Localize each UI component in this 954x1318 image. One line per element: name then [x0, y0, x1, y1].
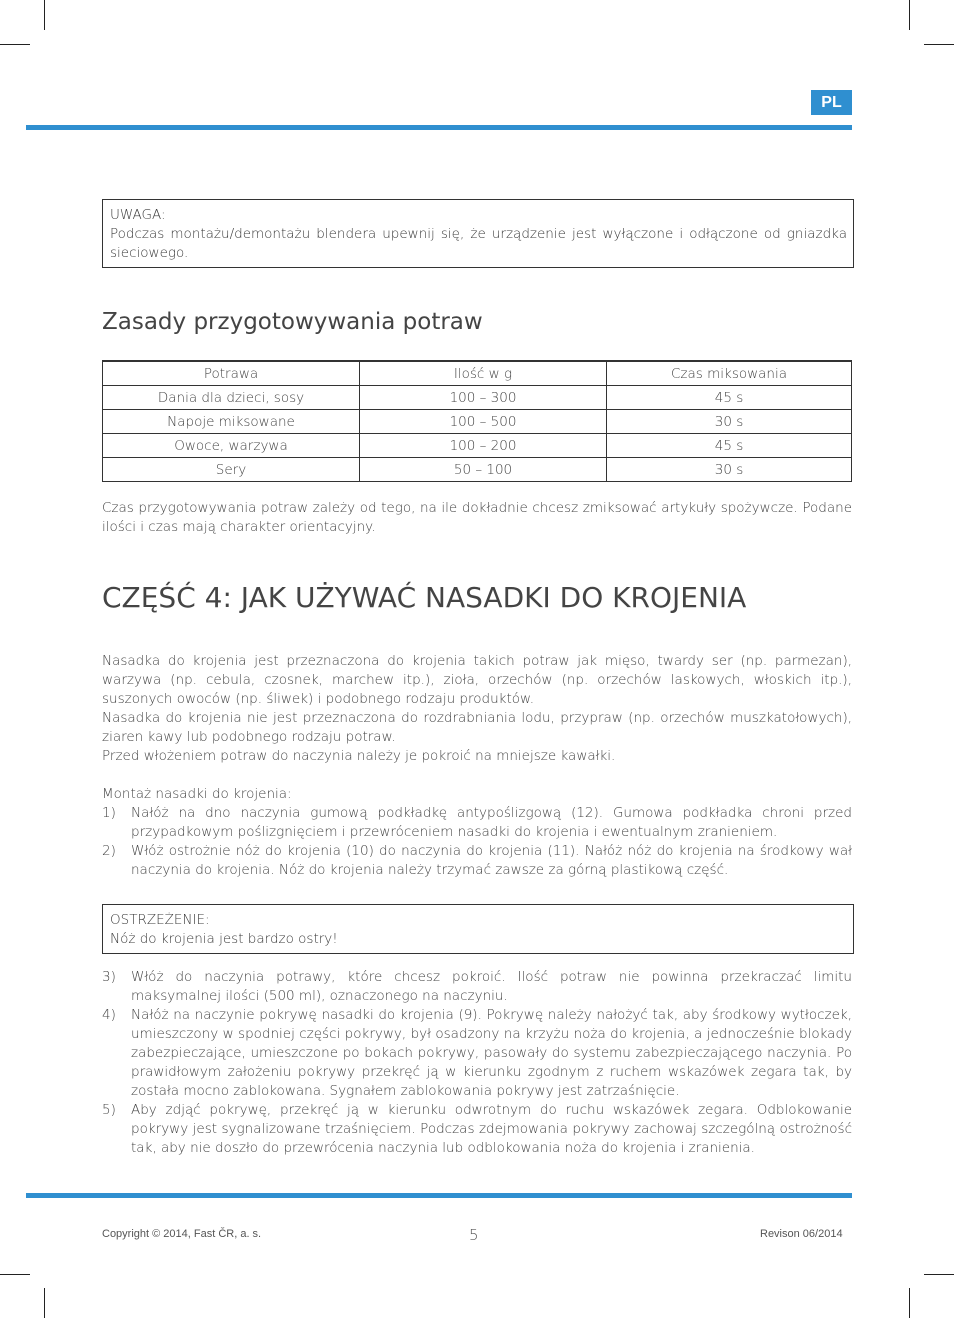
crop-mark: [909, 0, 910, 30]
step-number: 4): [102, 1007, 116, 1023]
list-item: [102, 804, 852, 842]
assembly-label: Montaż nasadki do krojenia:: [102, 786, 292, 802]
warning-text: Nóż do krojenia jest bardzo ostry!: [110, 931, 338, 947]
list-item: [102, 968, 852, 1006]
section-title-recipes: Zasady przygotowywania potraw: [102, 309, 483, 335]
step-number: 1): [102, 805, 116, 821]
cell-amount: 100 – 200: [360, 434, 607, 458]
crop-mark: [0, 1274, 30, 1275]
intro-paragraph: Nasadka do krojenia nie jest przeznaczona do rozdrabniania lodu, przypraw (np. orzechów muszkatołowych), ziaren kawy lub podobnego rodzaju potraw.: [102, 710, 852, 745]
language-badge: PL: [811, 90, 852, 115]
assembly-steps-list: [102, 804, 852, 880]
step-text: Włóż do naczynia potrawy, które chcesz pokroić. Ilość potraw nie powinna przekraczać limitu maksymalnej ilości (500 ml), oznaczonego na naczyniu.: [131, 969, 852, 1004]
cell-amount: 100 – 300: [360, 386, 607, 410]
list-item: [102, 1101, 852, 1158]
list-item: [102, 842, 852, 880]
cell-time: 45 s: [607, 434, 852, 458]
crop-mark: [44, 1288, 45, 1318]
warning-label: UWAGA:: [110, 207, 166, 223]
col-header-amount: Ilość w g: [360, 361, 607, 386]
step-number: 2): [102, 843, 116, 859]
step-text: Nałóż na dno naczynia gumową podkładkę antypoślizgową (12). Gumowa podkładka chroni przed przypadkowym poślizgnięciem i przewróceniem nasadki do krojenia i ewentualnym zranieniem.: [131, 805, 852, 840]
cell-amount: 50 – 100: [360, 458, 607, 482]
table-row: [103, 386, 852, 410]
page-number: 5: [469, 1226, 479, 1244]
warning-box-uwaga: [102, 199, 854, 268]
footer-copyright: Copyright © 2014, Fast ČR, a. s.: [102, 1228, 262, 1240]
cell-dish: Owoce, warzywa: [103, 434, 360, 458]
table-header-row: [103, 361, 852, 386]
cell-time: 30 s: [607, 458, 852, 482]
col-header-dish: Potrawa: [103, 361, 360, 386]
intro-paragraph: Nasadka do krojenia jest przeznaczona do krojenia takich potraw jak mięso, twardy ser (np. parmezan), warzywa (np. cebula, czosnek, marchew itp.), zioła, orzechów (np. orzechów laskowych, włoskich itp.), suszonych owoców (np. śliwek) i podobnego rodzaju produktów.: [102, 653, 852, 707]
assembly-steps-list-continued: [102, 968, 852, 1158]
list-item: [102, 1006, 852, 1101]
cell-dish: Napoje miksowane: [103, 410, 360, 434]
warning-box-ostrzezenie: [102, 904, 854, 954]
cell-amount: 100 – 500: [360, 410, 607, 434]
section-title-part4: CZĘŚĆ 4: JAK UŻYWAĆ NASADKI DO KROJENIA: [102, 581, 747, 614]
warning-text: Podczas montażu/demontażu blendera upewnij się, że urządzenie jest wyłączone i odłączone od gniazdka sieciowego.: [110, 226, 847, 261]
step-number: 5): [102, 1102, 116, 1118]
step-number: 3): [102, 969, 116, 985]
part4-intro: [102, 652, 852, 804]
footer-revision: Revison 06/2014: [760, 1228, 843, 1240]
crop-mark: [0, 44, 30, 45]
warning-label: OSTRZEŻENIE:: [110, 912, 210, 928]
crop-mark: [44, 0, 45, 30]
cell-dish: Dania dla dzieci, sosy: [103, 386, 360, 410]
step-text: Nałóż na naczynie pokrywę nasadki do krojenia (9). Pokrywę należy nałożyć tak, aby środkowy wytłoczek, umieszczony w spodniej części pokrywy, był osadzony na krzyżu noża do krojenia, a jednocześnie blokady zabezpieczające, umieszczone po bokach pokrywy, pasowały do systemu zabezpieczającego naczynia. Po prawidłowym założeniu pokrywy przekręć ją w kierunku zgodnym z ruchem wskazówek zegara tak, by została mocno zablokowana. Sygnałem zablokowania pokrywy jest zatrzaśnięcie.: [131, 1007, 852, 1099]
crop-mark: [924, 1274, 954, 1275]
cell-dish: Sery: [103, 458, 360, 482]
step-text: Aby zdjąć pokrywę, przekręć ją w kierunku odwrotnym do ruchu wskazówek zegara. Odblokowanie pokrywy jest sygnalizowane trzaśnięciem. Podczas zdejmowania pokrywy zachowaj szczególną ostrożność tak, aby nie doszło do przewrócenia naczynia lub odblokowania noża do krojenia i zranienia.: [131, 1102, 852, 1156]
footer-rule: [26, 1193, 852, 1198]
col-header-time: Czas miksowania: [607, 361, 852, 386]
table-row: [103, 458, 852, 482]
intro-paragraph: Przed włożeniem potraw do naczynia należy je pokroić na mniejsze kawałki.: [102, 748, 616, 764]
table-row: [103, 434, 852, 458]
recipes-table: [102, 360, 852, 482]
cell-time: 45 s: [607, 386, 852, 410]
table-row: [103, 410, 852, 434]
crop-mark: [924, 44, 954, 45]
cell-time: 30 s: [607, 410, 852, 434]
recipes-note: Czas przygotowywania potraw zależy od tego, na ile dokładnie chcesz zmiksować artykuły spożywcze. Podane ilości i czas mają charakter orientacyjny.: [102, 500, 852, 535]
step-text: Włóż ostrożnie nóż do krojenia (10) do naczynia do krojenia (11). Nałóż nóż do krojenia na środkowy wał naczynia do krojenia. Nóż do krojenia należy trzymać zawsze za górną plastikową część.: [131, 843, 852, 878]
header-rule: [26, 125, 852, 130]
crop-mark: [909, 1288, 910, 1318]
